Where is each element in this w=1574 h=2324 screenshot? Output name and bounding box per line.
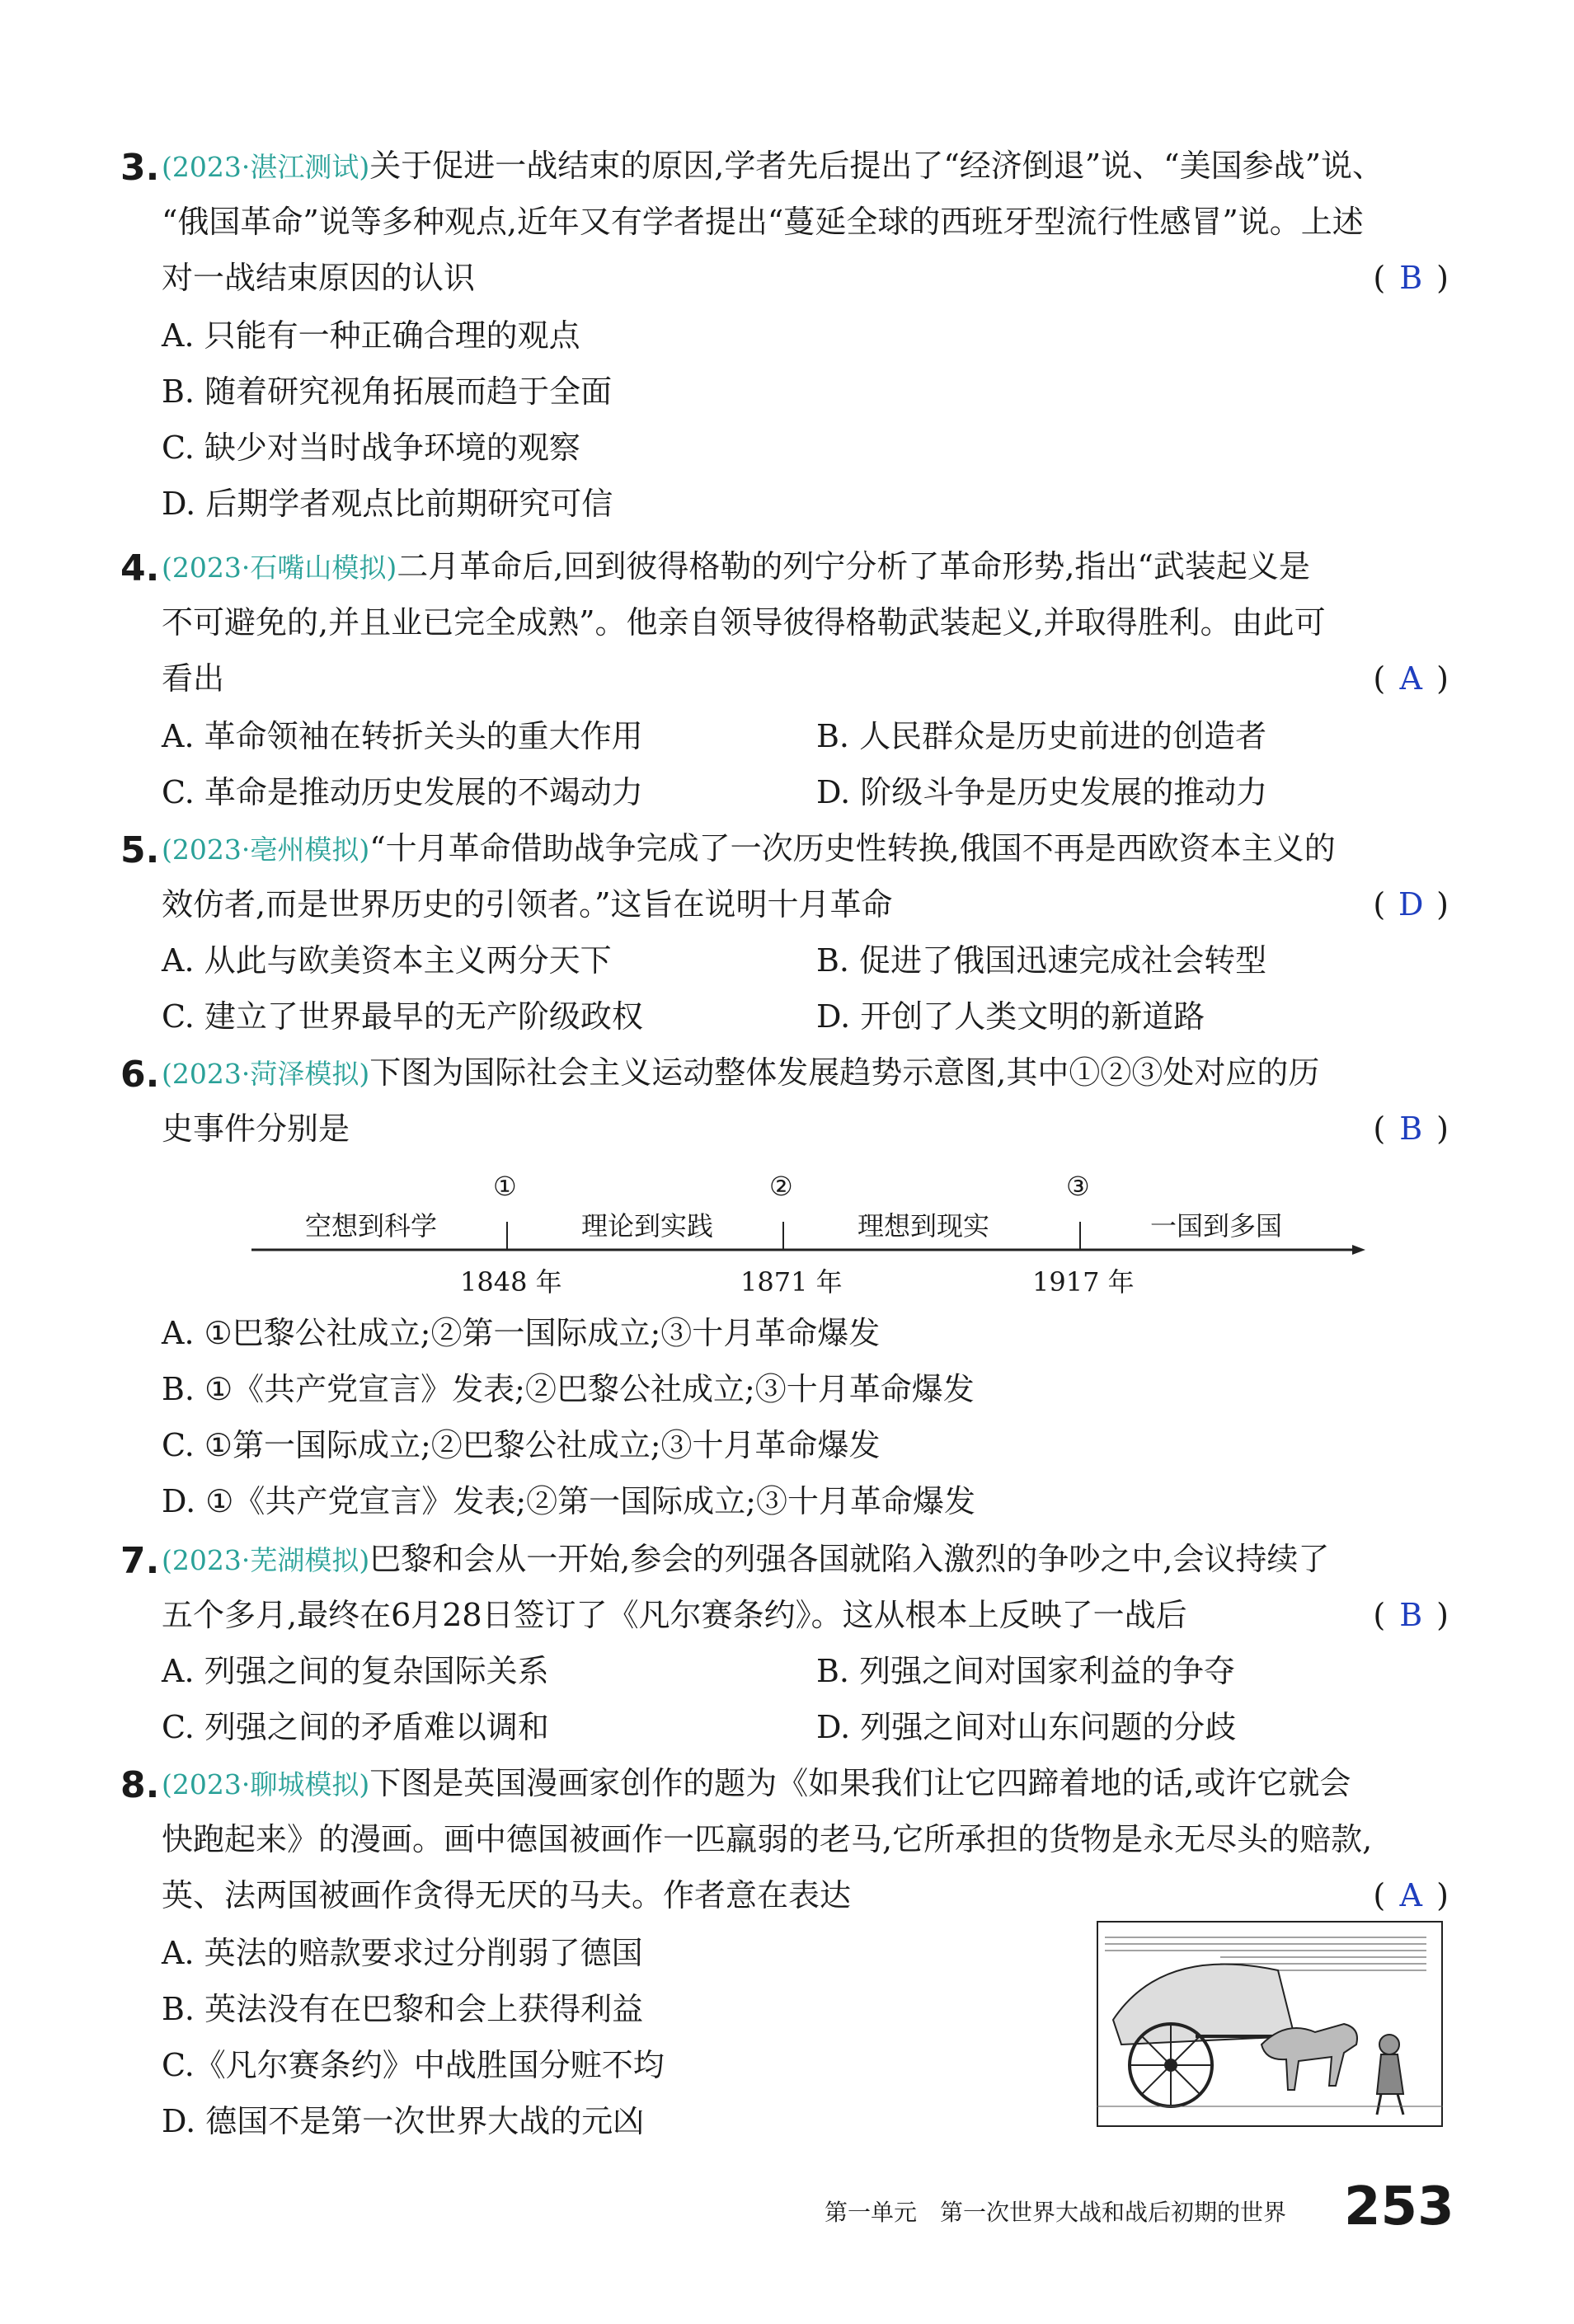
- option-d[interactable]: D. ①《共产党宣言》发表;②第一国际成立;③十月革命爆发: [162, 1483, 975, 1519]
- option-c[interactable]: C. 建立了世界最早的无产阶级政权: [162, 998, 643, 1035]
- question-number: 5.: [120, 829, 160, 871]
- question-stem: 效仿者,而是世界历史的引领者。”这旨在说明十月革命: [162, 886, 893, 923]
- question-stem: 看出: [162, 660, 225, 697]
- question-stem: 二月革命后,回到彼得格勒的列宁分析了革命形势,指出“武装起义是: [397, 548, 1310, 585]
- question-stem: 关于促进一战结束的原因,学者先后提出了“经济倒退”说、“美国参战”说、: [369, 148, 1384, 184]
- question-number: 4.: [120, 547, 160, 589]
- timeline-year: 1848 年: [460, 1266, 562, 1298]
- question-source: (2023·聊城模拟): [162, 1768, 370, 1801]
- option-a[interactable]: A. 英法的赔款要求过分削弱了德国: [162, 1935, 643, 1971]
- option-a[interactable]: A. ①巴黎公社成立;②第一国际成立;③十月革命爆发: [162, 1315, 881, 1351]
- question-number: 3.: [120, 147, 160, 189]
- question-stem: 巴黎和会从一开始,参会的列强各国就陷入激烈的争吵之中,会议持续了: [369, 1541, 1330, 1577]
- option-c[interactable]: C. ①第一国际成立;②巴黎公社成立;③十月革命爆发: [162, 1427, 881, 1463]
- timeline-segment: 理想到现实: [857, 1210, 990, 1242]
- option-c[interactable]: C. 革命是推动历史发展的不竭动力: [162, 774, 643, 810]
- question-number: 8.: [120, 1764, 160, 1806]
- option-a[interactable]: A. 只能有一种正确合理的观点: [162, 317, 580, 354]
- question-source: (2023·湛江测试): [162, 151, 370, 183]
- option-a[interactable]: A. 革命领袖在转折关头的重大作用: [162, 718, 643, 754]
- question-stem: 五个多月,最终在6月28日签订了《凡尔赛条约》。这从根本上反映了一战后: [162, 1597, 1187, 1633]
- option-d[interactable]: D. 后期学者观点比前期研究可信: [162, 486, 613, 522]
- answer-letter: D: [1398, 886, 1424, 923]
- option-d[interactable]: D. 阶级斗争是历史发展的推动力: [816, 774, 1268, 810]
- question-number: 7.: [120, 1540, 160, 1582]
- timeline-year: 1917 年: [1032, 1266, 1135, 1298]
- question-source: (2023·芜湖模拟): [162, 1544, 370, 1576]
- page-number: 253: [1344, 2176, 1454, 2237]
- question-stem: “十月革命借助战争完成了一次历史性转换,俄国不再是西欧资本主义的: [369, 830, 1336, 866]
- option-d[interactable]: D. 列强之间对山东问题的分歧: [816, 1709, 1237, 1745]
- option-a[interactable]: A. 列强之间的复杂国际关系: [162, 1653, 549, 1689]
- answer-bracket: ( A ): [1373, 660, 1449, 697]
- option-b[interactable]: B. 人民群众是历史前进的创造者: [816, 718, 1267, 754]
- answer-letter: B: [1399, 260, 1423, 296]
- option-b[interactable]: B. 列强之间对国家利益的争夺: [816, 1653, 1236, 1689]
- timeline-marker: ①: [493, 1171, 517, 1202]
- cartoon-illustration: [1097, 1921, 1443, 2127]
- option-b[interactable]: B. 英法没有在巴黎和会上获得利益: [162, 1991, 644, 2027]
- option-d[interactable]: D. 开创了人类文明的新道路: [816, 998, 1205, 1035]
- answer-letter: B: [1399, 1110, 1423, 1147]
- timeline-segment: 一国到多国: [1150, 1210, 1283, 1242]
- option-b[interactable]: B. 促进了俄国迅速完成社会转型: [816, 942, 1267, 979]
- answer-bracket: ( B ): [1373, 1110, 1449, 1147]
- footer-unit-title: 第一单元 第一次世界大战和战后初期的世界: [825, 2199, 1287, 2226]
- answer-letter: A: [1399, 1877, 1422, 1913]
- question-stem: 对一战结束原因的认识: [162, 260, 476, 296]
- answer-bracket: ( B ): [1373, 1597, 1449, 1633]
- question-number: 6.: [120, 1054, 160, 1096]
- question-stem: 快跑起来》的漫画。画中德国被画作一匹羸弱的老马,它所承担的货物是永无尽头的赔款,: [162, 1821, 1373, 1857]
- question-stem: 英、法两国被画作贪得无厌的马夫。作者意在表达: [162, 1877, 852, 1913]
- question-stem: 下图是英国漫画家创作的题为《如果我们让它四蹄着地的话,或许它就会: [369, 1765, 1351, 1801]
- question-source: (2023·亳州模拟): [162, 833, 370, 866]
- timeline-diagram: [247, 1171, 1369, 1303]
- timeline-year: 1871 年: [740, 1266, 843, 1298]
- question-stem: “俄国革命”说等多种观点,近年又有学者提出“蔓延全球的西班牙型流行性感冒”说。上述: [162, 204, 1364, 240]
- answer-bracket: ( D ): [1373, 886, 1449, 923]
- answer-bracket: ( A ): [1373, 1877, 1449, 1913]
- option-a[interactable]: A. 从此与欧美资本主义两分天下: [162, 942, 612, 979]
- answer-bracket: ( B ): [1373, 260, 1449, 296]
- timeline-segment: 空想到科学: [305, 1210, 438, 1242]
- option-b[interactable]: B. ①《共产党宣言》发表;②巴黎公社成立;③十月革命爆发: [162, 1371, 975, 1407]
- timeline-segment: 理论到实践: [581, 1210, 714, 1242]
- option-c[interactable]: C.《凡尔赛条约》中战胜国分赃不均: [162, 2047, 665, 2083]
- option-c[interactable]: C. 列强之间的矛盾难以调和: [162, 1709, 549, 1745]
- option-d[interactable]: D. 德国不是第一次世界大战的元凶: [162, 2103, 645, 2139]
- option-b[interactable]: B. 随着研究视角拓展而趋于全面: [162, 373, 613, 410]
- question-stem: 史事件分别是: [162, 1110, 350, 1147]
- timeline-marker: ②: [769, 1171, 793, 1202]
- question-source: (2023·菏泽模拟): [162, 1058, 370, 1090]
- question-stem: 不可避免的,并且业已完全成熟”。他亲自领导彼得格勒武装起义,并取得胜利。由此可: [162, 604, 1326, 641]
- question-stem: 下图为国际社会主义运动整体发展趋势示意图,其中①②③处对应的历: [369, 1054, 1320, 1091]
- answer-letter: B: [1399, 1597, 1423, 1633]
- question-source: (2023·石嘴山模拟): [162, 552, 397, 584]
- option-c[interactable]: C. 缺少对当时战争环境的观察: [162, 430, 580, 466]
- answer-letter: A: [1399, 660, 1422, 697]
- timeline-marker: ③: [1066, 1171, 1090, 1202]
